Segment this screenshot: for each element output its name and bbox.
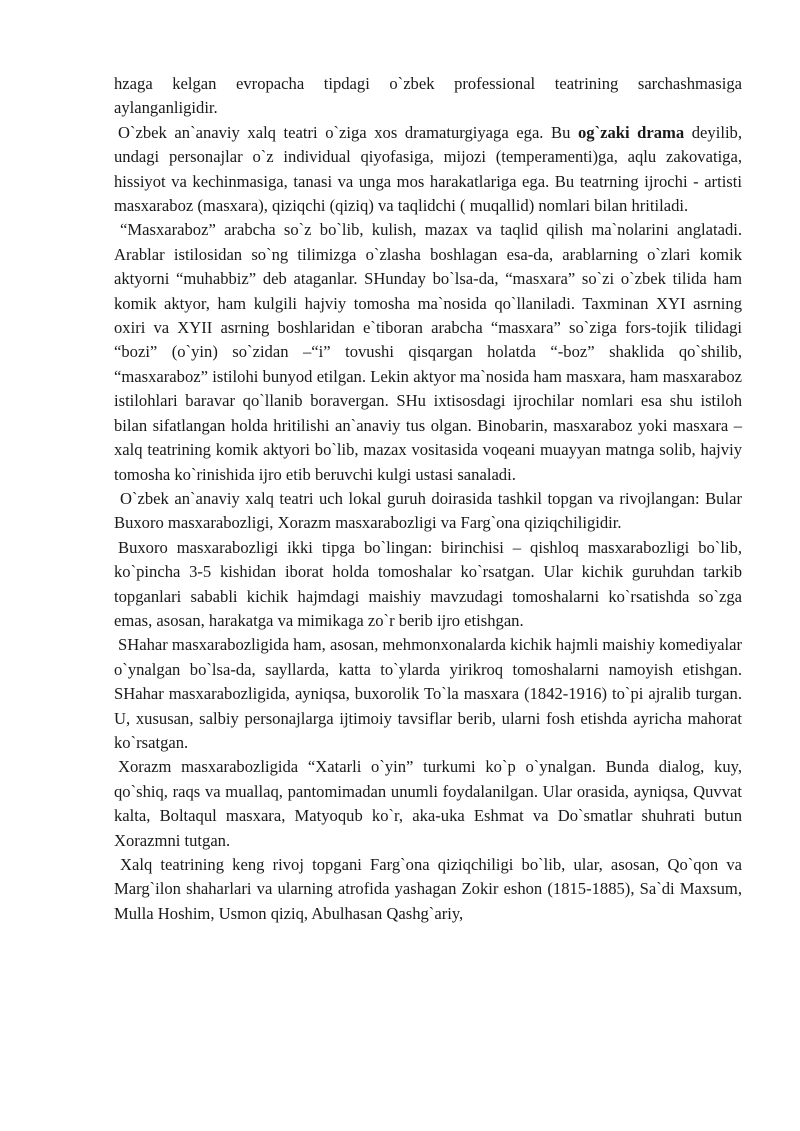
paragraph-2: [114, 121, 742, 219]
paragraph-7: Xorazm masxarabozligida “Xatarli o`yin” turkumi ko`p o`ynalgan. Bunda dialog, kuy, qo`shiq, raqs va muallaq, pantomimadan unumli foydalanilgan. Ular orasida, ayniqsa, Quvvat kalta, Boltaqul masxara, Matyoqub ko`r, aka-uka Eshmat va Do`smatlar shuhrati butun Xorazmni tutgan.: [114, 757, 742, 850]
term-ogzaki-drama: og`zaki drama: [577, 122, 685, 142]
paragraph-3: “Masxaraboz” arabcha so`z bo`lib, kulish, mazax va taqlid qilish ma`nolarini anglatadi. Arablar istilosidan so`ng tilimizga o`zlasha boshlagan esa-da, arablarning o`zlari komik aktyorni “muhabbiz” deb ataganlar. SHunday bo`lsa-da, “masxara” so`zi o`zbek tilida ham komik aktyor, ham kulgili hajviy tomosha ma`nosida qo`llaniladi. Taxminan XYI asrning oxiri va XYII asrning boshlaridan e`tiboran arabcha “masxara” so`ziga fors-tojik tilidagi “bozi” (o`yin) so`zidan –“i” tovushi qisqargan holatda “-boz” shaklida qo`shilib, “masxaraboz” istilohi bunyod etilgan. Lekin aktyor ma`nosida ham masxara, ham masxaraboz istilohlari baravar qo`llanib boravergan. SHu ixtisosdagi ijrochilar nomlari esa shu istiloh bilan sifatlangan holda hritilishi an`anaviy tus olgan. Binobarin, masxaraboz yoki masxara – xalq teatrining komik aktyori bo`lib, mazax vositasida voqeani muayyan matnga solib, hajviy tomosha ko`rinishida ijro etib beruvchi kulgi ustasi sanaladi.: [114, 220, 742, 484]
paragraph-2-rest: deyilib, undagi personajlar o`z individual qiyofasiga, mijozi (temperamenti)ga, aqlu zakovatiga, hissiyot va kechinmasiga, tanasi va unga mos harakatlariga ega. Bu teatrning ijrochi - artisti masxaraboz (masxara), qiziqchi (qiziq) va taqlidchi ( muqallid) nomlari bilan hritiladi.: [114, 122, 742, 216]
paragraph-2-lead: O`zbek an`anaviy xalq teatri o`ziga xos dramaturgiyaga ega. Bu: [118, 122, 578, 142]
paragraph-8: Xalq teatrining keng rivoj topgani Farg`ona qiziqchiligi bo`lib, ular, asosan, Qo`qon va Marg`ilon shaharlari va ularning atrofida yashagan Zokir eshon (1815-1885), Sa`di Maxsum, Mulla Hoshim, Usmon qiziq, Abulhasan Qashg`ariy,: [114, 855, 742, 923]
document-page: [114, 72, 742, 926]
paragraph-4: O`zbek an`anaviy xalq teatri uch lokal guruh doirasida tashkil topgan va rivojlangan: Bular Buxoro masxarabozligi, Xorazm masxarabozligi va Farg`ona qiziqchiligidir.: [114, 488, 742, 533]
paragraph-1: hzaga kelgan evropacha tipdagi o`zbek professional teatrining sarchashmasiga aylanganligidir.: [114, 74, 742, 118]
paragraph-5: Buxoro masxarabozligi ikki tipga bo`lingan: birinchisi – qishloq masxarabozligi bo`lib, ko`pincha 3-5 kishidan iborat holda tomoshalar ko`rsatgan. Ular kichik guruhdan tarkib topganlari sababli kichik hajmdagi maishiy mavzudagi tomoshalarni ko`rsatishda so`zga emas, asosan, harakatga va mimikaga zo`r berib ijro etishgan.: [114, 537, 742, 630]
paragraph-6: SHahar masxarabozligida ham, asosan, mehmonxonalarda kichik hajmli maishiy komediyalar o`ynalgan bo`lsa-da, sayllarda, katta to`ylarda yirikroq tomoshalarni namoyish etishgan. SHahar masxarabozligida, ayniqsa, buxorolik To`la masxara (1842-1916) to`pi ajralib turgan. U, xususan, salbiy personajlarga ijtimoiy tavsiflar berib, ularni fosh etishda ayricha mahorat ko`rsatgan.: [114, 635, 742, 752]
